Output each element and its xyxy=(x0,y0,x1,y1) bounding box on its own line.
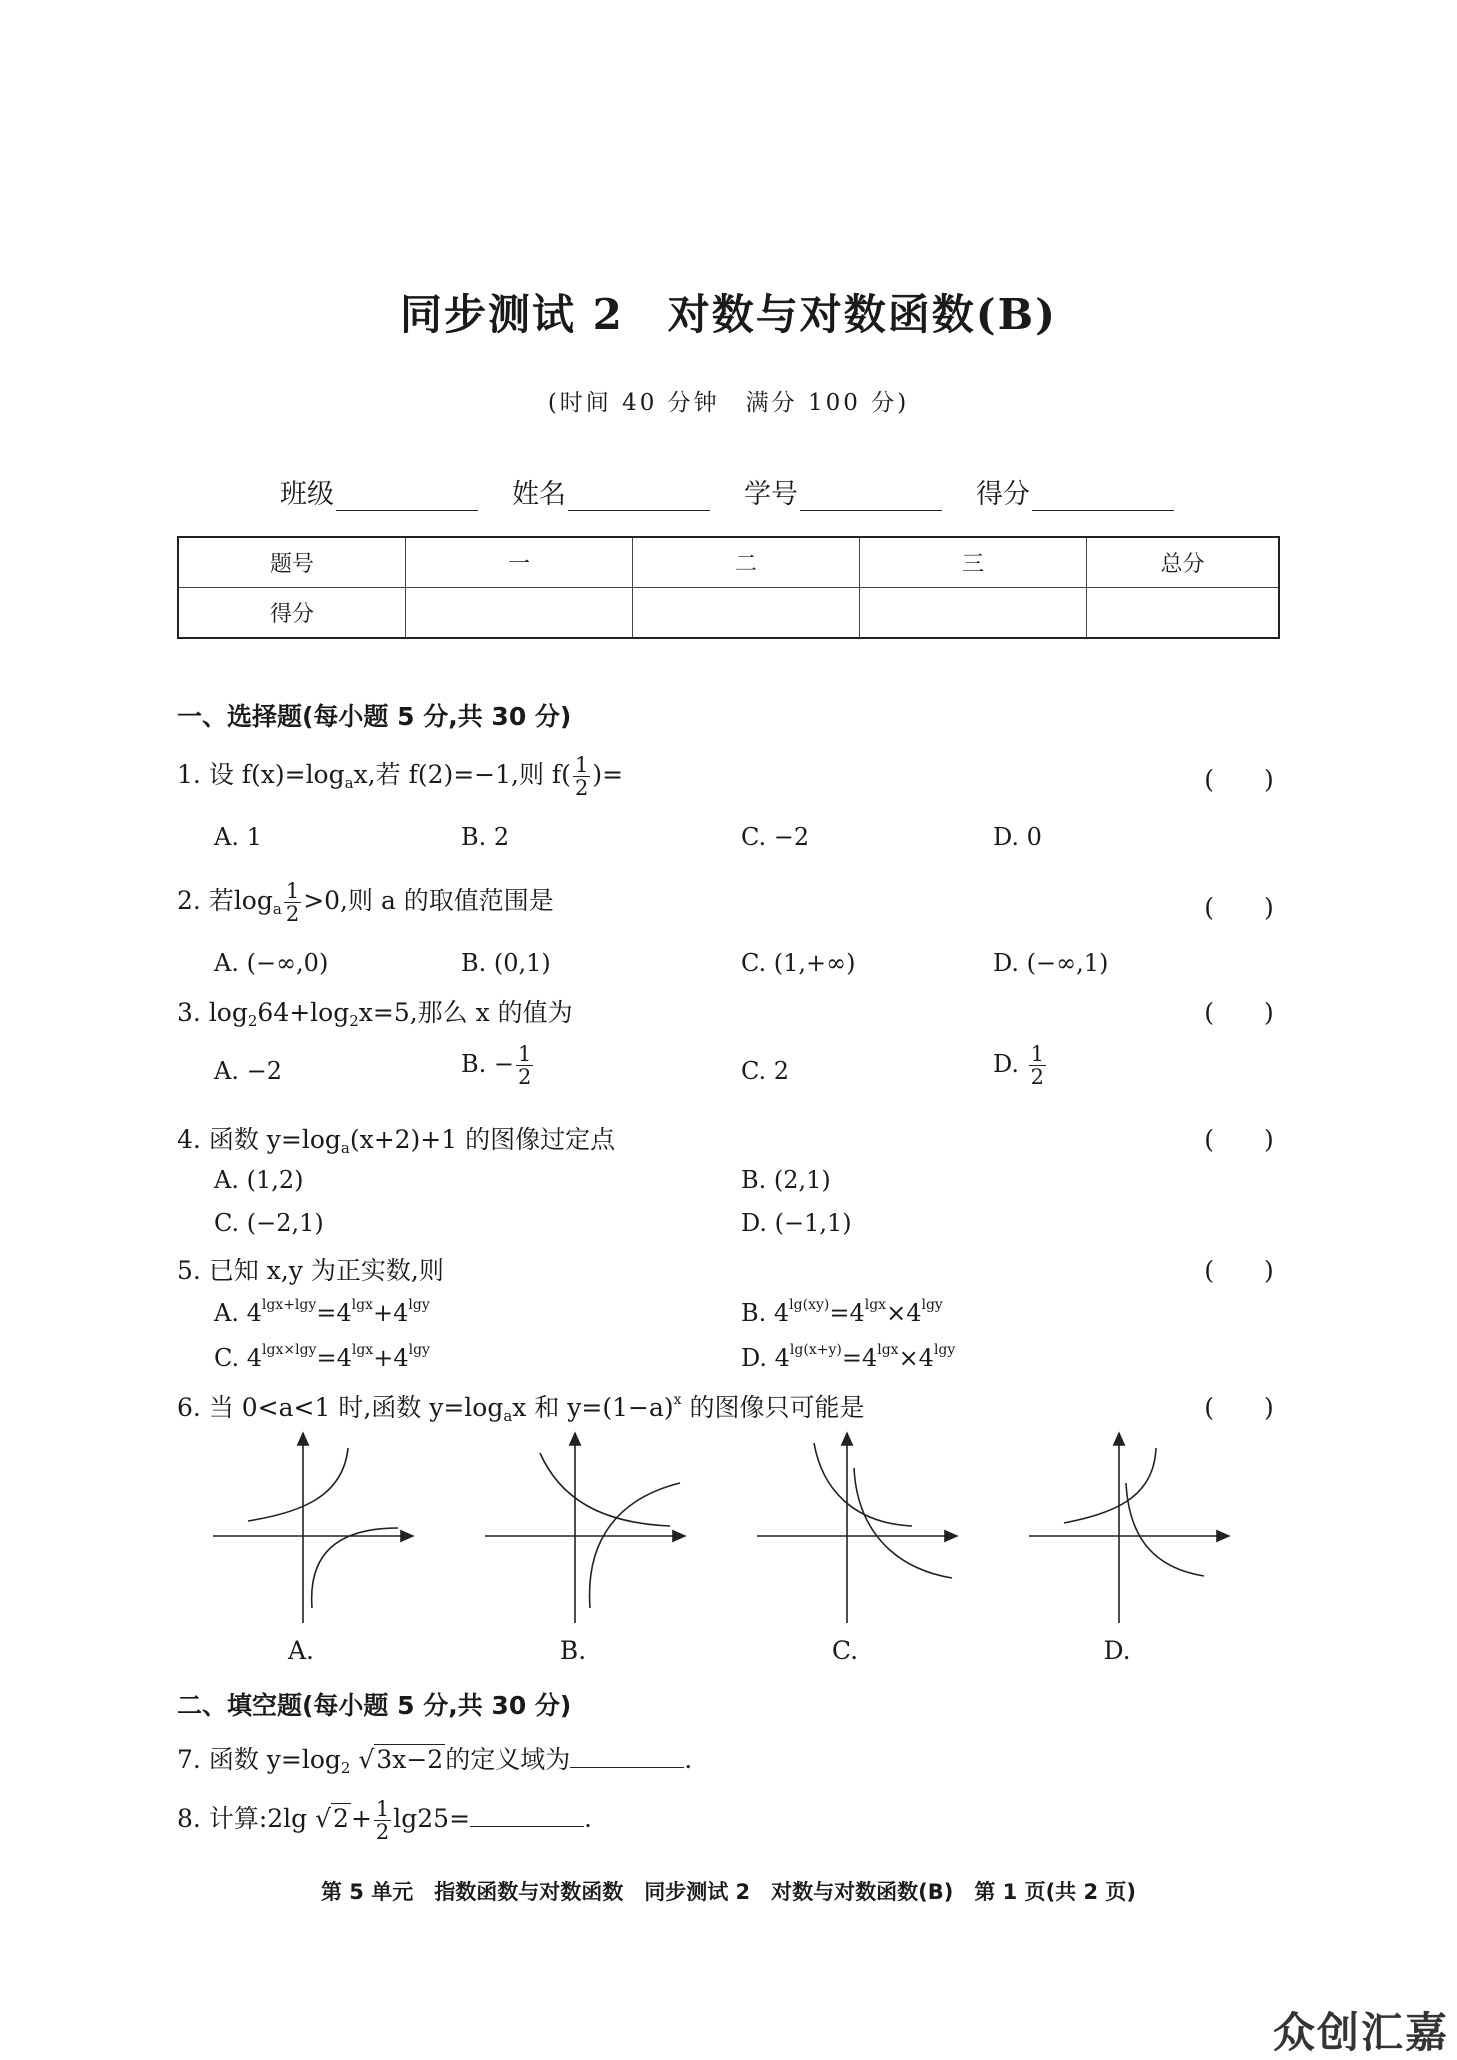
graph-label-c[interactable]: C. xyxy=(831,1636,859,1665)
option-c[interactable]: C. 2 xyxy=(741,1057,790,1085)
q6-sub: a xyxy=(503,1407,513,1425)
frac-num: 1 xyxy=(574,753,589,777)
answer-blank-7[interactable] xyxy=(570,1743,684,1768)
class-label: 班级 xyxy=(280,479,334,510)
option-d[interactable]: D. (−∞,1) xyxy=(993,949,1109,977)
q6-text-post: 的图像只可能是 xyxy=(681,1393,865,1422)
frac-num: 1 xyxy=(285,879,300,903)
question-number: 6. xyxy=(177,1393,201,1422)
q4-sub: a xyxy=(340,1139,350,1157)
name-label: 姓名 xyxy=(512,479,566,510)
q3-sub: 2 xyxy=(349,1012,359,1030)
q2-fraction xyxy=(284,880,301,925)
section-1-heading: 一、选择题(每小题 5 分,共 30 分) xyxy=(177,702,572,731)
q3-text: log xyxy=(208,998,248,1027)
option-d[interactable]: D. 0 xyxy=(993,823,1042,851)
q8-text: 计算:2lg xyxy=(208,1804,308,1834)
answer-paren-4[interactable]: ( ) xyxy=(1204,1125,1274,1154)
id-blank[interactable] xyxy=(800,480,942,511)
q1-fraction xyxy=(573,754,590,799)
option-label: B. − xyxy=(461,1050,515,1079)
q2-text-post: >0,则 a 的取值范围是 xyxy=(303,886,554,916)
graph-label-b[interactable]: B. xyxy=(559,1636,587,1665)
curve-log xyxy=(1126,1483,1204,1576)
opt-text: C. 4 xyxy=(214,1344,263,1372)
question-number: 1. xyxy=(177,760,201,790)
table-cell: 二 xyxy=(633,537,860,588)
score-table-header xyxy=(178,537,1279,588)
name-blank[interactable] xyxy=(568,480,710,511)
q7-text-post: 的定义域为 xyxy=(445,1745,571,1774)
curve-exponential xyxy=(540,1453,670,1526)
page-footer: 第 5 单元 指数函数与对数函数 同步测试 2 对数与对数函数(B) 第 1 页(共 2 页) xyxy=(320,1880,1137,1904)
q4-text: 函数 y=log xyxy=(208,1125,341,1154)
option-d[interactable]: D. (−1,1) xyxy=(741,1209,852,1237)
q1-sub: a xyxy=(344,774,354,793)
answer-paren-3[interactable]: ( ) xyxy=(1204,998,1274,1027)
q3-text-post: x=5,那么 x 的值为 xyxy=(358,998,573,1027)
question-5 xyxy=(177,1251,444,1287)
name-field xyxy=(512,472,710,511)
frac-den: 2 xyxy=(574,776,589,801)
table-cell: 三 xyxy=(860,537,1087,588)
option-b[interactable]: B. 2 xyxy=(461,823,510,851)
curve-log xyxy=(854,1468,952,1578)
option-a[interactable]: A. (−∞,0) xyxy=(214,949,329,977)
q8-end: . xyxy=(584,1804,592,1834)
question-2 xyxy=(177,880,554,925)
option-c[interactable] xyxy=(214,1342,430,1372)
question-6 xyxy=(177,1388,865,1425)
option-c[interactable]: C. (−2,1) xyxy=(214,1209,324,1237)
class-blank[interactable] xyxy=(336,480,478,511)
question-number: 4. xyxy=(177,1125,201,1154)
q7-sub: 2 xyxy=(340,1759,351,1777)
q1-text-mid: x,若 f(2)=−1,则 f( xyxy=(353,760,571,790)
table-cell: 得分 xyxy=(178,588,406,639)
opt-text: D. 4 xyxy=(741,1344,790,1372)
exponent: lg(x+y) xyxy=(789,1342,842,1358)
exponent: lgy xyxy=(408,1342,430,1358)
exponent: lgx xyxy=(351,1342,374,1358)
opt-text: +4 xyxy=(373,1344,409,1372)
question-number: 3. xyxy=(177,998,201,1027)
score-cell[interactable] xyxy=(633,588,860,639)
question-8: 8. 计算:2lg √2+ $\frac{1}{2}$ lg25= . xyxy=(177,1797,592,1845)
table-cell: 题号 xyxy=(178,537,406,588)
id-label: 学号 xyxy=(744,479,798,510)
score-cell[interactable] xyxy=(406,588,633,639)
graph-d[interactable] xyxy=(1024,1428,1234,1628)
answer-paren-5[interactable]: ( ) xyxy=(1204,1256,1274,1285)
q8-radicand: 2 xyxy=(333,1804,349,1834)
exponent: lgx+lgy xyxy=(261,1297,317,1313)
frac-num: 1 xyxy=(1030,1042,1045,1066)
score-table xyxy=(177,536,1280,639)
answer-paren-6[interactable]: ( ) xyxy=(1204,1393,1274,1422)
graph-label-a[interactable]: A. xyxy=(287,1636,314,1665)
option-a[interactable]: A. 1 xyxy=(214,823,262,851)
curve-exponential xyxy=(248,1448,348,1521)
opt-text: ×4 xyxy=(898,1344,934,1372)
opt-text: =4 xyxy=(841,1344,878,1372)
q8-fraction xyxy=(374,1798,391,1843)
answer-blank-8[interactable] xyxy=(470,1802,584,1827)
question-3 xyxy=(177,993,573,1030)
q2-sub: a xyxy=(272,900,282,919)
q2-text: 若log xyxy=(208,886,273,916)
opt-text: =4 xyxy=(316,1344,352,1372)
frac-den: 2 xyxy=(285,902,300,927)
graph-b[interactable] xyxy=(480,1428,690,1628)
option-fraction xyxy=(1029,1043,1046,1088)
exponent: lg(xy) xyxy=(789,1297,830,1313)
opt-text: =4 xyxy=(829,1299,865,1327)
option-a[interactable]: A. (1,2) xyxy=(214,1166,304,1194)
score-cell[interactable] xyxy=(1087,588,1280,639)
option-fraction xyxy=(516,1043,533,1088)
q5-text: 已知 x,y 为正实数,则 xyxy=(208,1256,444,1285)
answer-paren-2[interactable]: ( ) xyxy=(1204,893,1274,922)
exponent: lgx xyxy=(864,1297,887,1313)
frac-num: 1 xyxy=(375,1797,390,1821)
q1-text-post: )= xyxy=(592,760,624,790)
option-label: D. xyxy=(993,1050,1020,1079)
q7-radicand: 3x−2 xyxy=(376,1745,444,1774)
option-b[interactable] xyxy=(461,1043,535,1088)
option-b[interactable] xyxy=(741,1297,943,1327)
score-cell[interactable] xyxy=(860,588,1087,639)
frac-den: 2 xyxy=(518,1065,532,1090)
exponent: lgy xyxy=(933,1342,956,1358)
opt-text: +4 xyxy=(373,1299,409,1327)
score-label: 得分 xyxy=(976,479,1030,510)
option-a[interactable] xyxy=(214,1297,430,1327)
q3-text-mid: 64+log xyxy=(257,998,350,1027)
exponent: lgx xyxy=(351,1297,374,1313)
opt-text: ×4 xyxy=(886,1299,922,1327)
q7-text: 函数 y=log xyxy=(208,1745,341,1774)
graph-label-d[interactable]: D. xyxy=(1103,1636,1131,1665)
question-4 xyxy=(177,1120,615,1157)
q8-text-post: lg25= xyxy=(393,1804,471,1834)
id-field xyxy=(744,472,942,511)
exponent: lgy xyxy=(408,1297,430,1313)
time-score-note: (时间 40 分钟 满分 100 分) xyxy=(547,390,910,416)
option-b[interactable]: B. (0,1) xyxy=(461,949,551,977)
opt-text: =4 xyxy=(316,1299,352,1327)
question-1 xyxy=(177,754,623,799)
exponent: lgy xyxy=(921,1297,943,1313)
table-cell: 总分 xyxy=(1087,537,1280,588)
q7-end: . xyxy=(684,1745,693,1774)
section-2-heading: 二、填空题(每小题 5 分,共 30 分) xyxy=(177,1691,572,1720)
page-title: 同步测试 2 对数与对数函数(B) xyxy=(399,290,1058,339)
frac-den: 2 xyxy=(1030,1065,1045,1090)
curve-log xyxy=(312,1528,398,1608)
score-blank[interactable] xyxy=(1032,480,1174,511)
score-table-row xyxy=(178,588,1279,639)
option-d[interactable] xyxy=(993,1043,1048,1088)
option-c[interactable]: C. −2 xyxy=(741,823,810,851)
q3-sub: 2 xyxy=(247,1012,258,1030)
answer-paren-1[interactable]: ( ) xyxy=(1204,765,1274,794)
question-number: 8. xyxy=(177,1804,201,1834)
watermark: 众创汇嘉 xyxy=(1272,2008,1449,2057)
student-info-row xyxy=(280,472,1240,511)
option-d[interactable] xyxy=(741,1342,955,1372)
opt-text: A. 4 xyxy=(214,1299,262,1327)
q6-text: 当 0<a<1 时,函数 y=log xyxy=(208,1393,504,1422)
question-number: 2. xyxy=(177,886,201,916)
curve-log xyxy=(590,1483,680,1608)
question-number: 7. xyxy=(177,1745,201,1774)
score-field xyxy=(976,472,1174,511)
q8-plus: + xyxy=(350,1804,372,1834)
graph-a[interactable] xyxy=(208,1428,418,1628)
q4-text-post: (x+2)+1 的图像过定点 xyxy=(349,1125,616,1154)
q1-text: 设 f(x)=log xyxy=(208,760,345,790)
question-7: 7. 函数 $y=\log_2$ √3x−2的定义域为 . xyxy=(177,1745,693,1777)
question-number: 5. xyxy=(177,1256,201,1285)
opt-text: B. 4 xyxy=(741,1299,790,1327)
exponent: lgx xyxy=(877,1342,899,1358)
exponent: lgx×lgy xyxy=(262,1342,317,1358)
frac-den: 2 xyxy=(375,1820,390,1845)
graph-c[interactable] xyxy=(752,1428,962,1628)
option-a[interactable]: A. −2 xyxy=(214,1057,282,1085)
class-field xyxy=(280,472,478,511)
q6-sup: x xyxy=(673,1392,682,1408)
frac-num: 1 xyxy=(518,1042,532,1066)
curve-exponential xyxy=(1064,1448,1156,1523)
table-cell: 一 xyxy=(406,537,633,588)
option-b[interactable]: B. (2,1) xyxy=(741,1166,831,1194)
q6-text-mid: x 和 y=(1−a) xyxy=(512,1393,674,1422)
option-c[interactable]: C. (1,+∞) xyxy=(741,949,856,977)
